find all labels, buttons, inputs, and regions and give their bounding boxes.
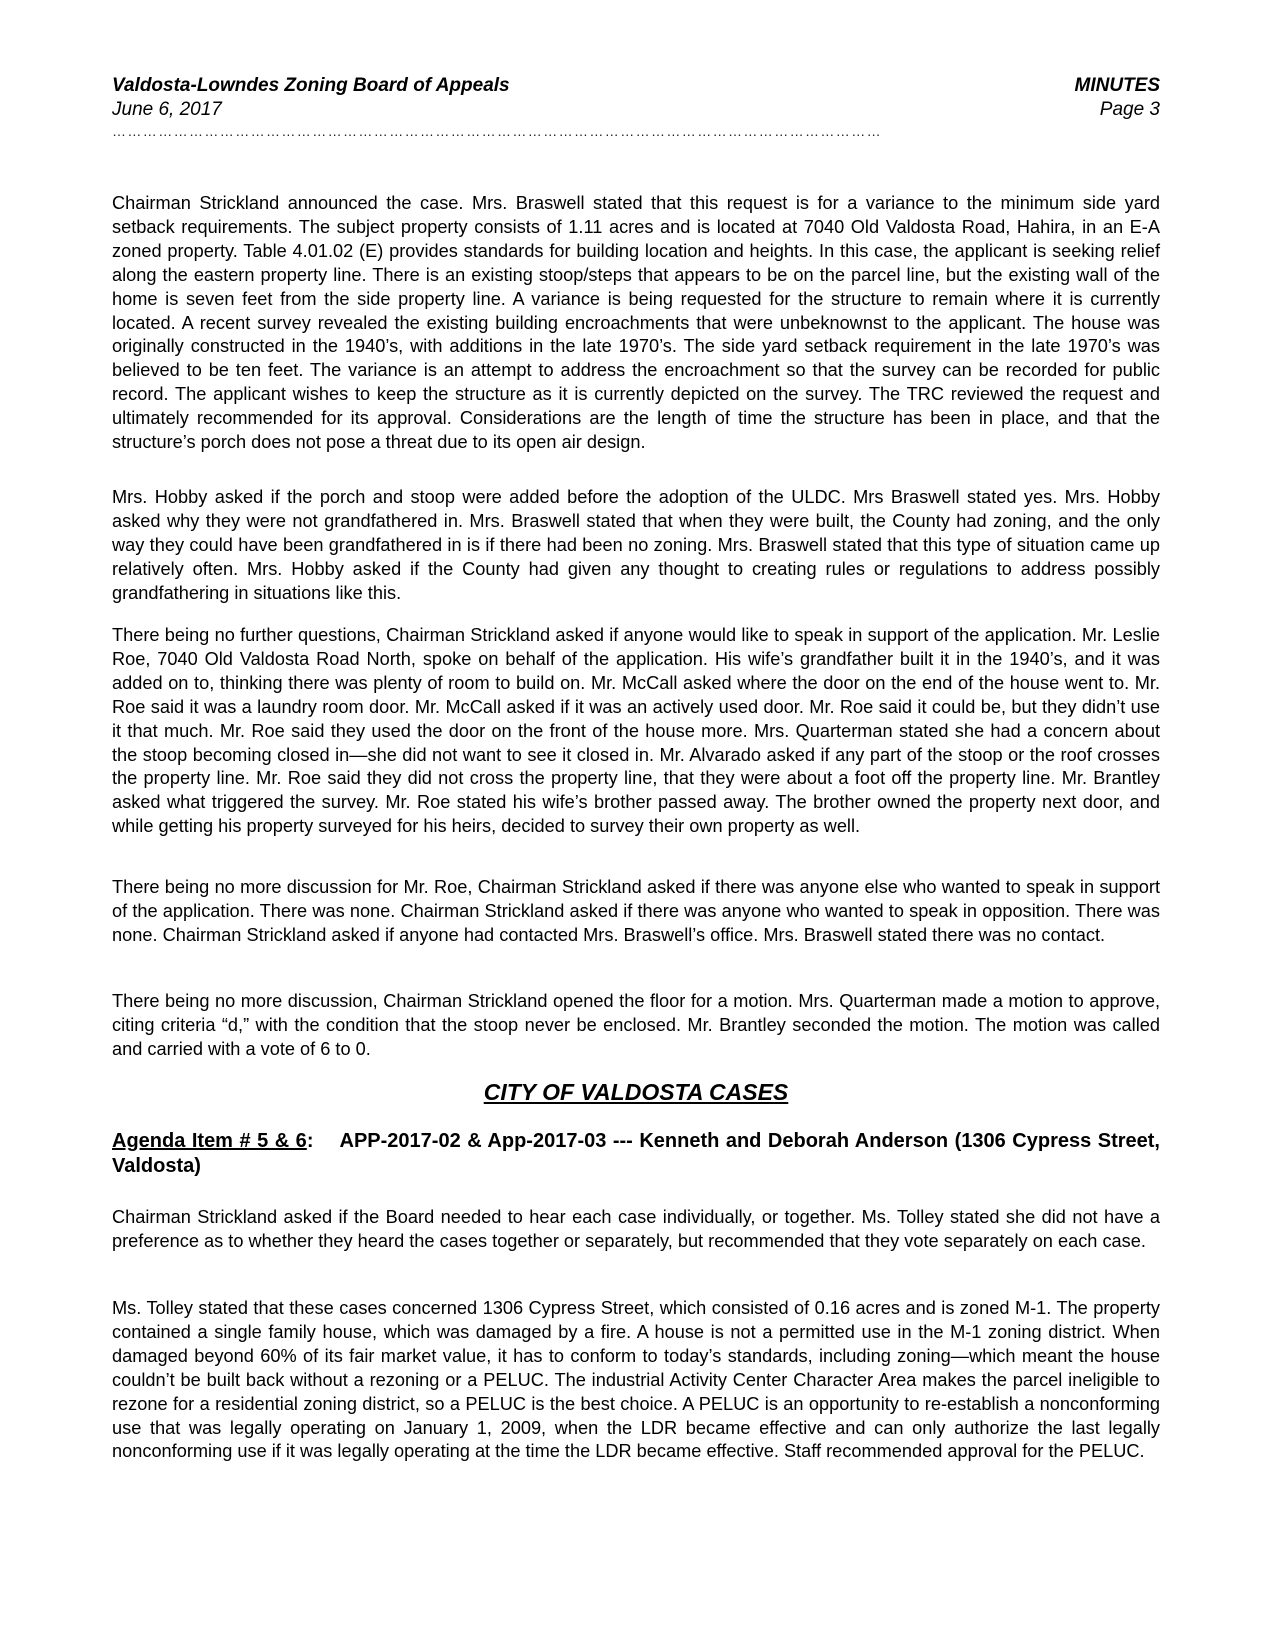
header-date: June 6, 2017 bbox=[112, 99, 222, 120]
paragraph-hobby-questions: Mrs. Hobby asked if the porch and stoop were added before the adoption of the ULDC. Mrs Braswell stated yes. Mrs. Hobby asked why they were not grandfathered in. Mrs. Braswell stated that when they were built, the County had zoning, and the only way they could have been grandfathered in is if there had been no zoning. Mrs. Braswell stated that this type of situation came up relatively often. Mrs. Hobby asked if the County had given any thought to creating rules or regulations to address possibly grandfathering in situations like this. bbox=[112, 487, 1160, 603]
agenda-item-heading bbox=[112, 1129, 1160, 1179]
paragraph-tolley-statement: Ms. Tolley stated that these cases concerned 1306 Cypress Street, which consisted of 0.16 acres and is zoned M-1. The property contained a single family house, which was damaged by a fire. A house is not a permitted use in the M-1 zoning district. When damaged beyond 60% of its fair market value, it has to conform to today’s standards, including zoning—which meant the house couldn’t be built back without a rezoning or a PELUC. The industrial Activity Center Character Area makes the parcel ineligible to rezone for a residential zoning district, so a PELUC is the best choice. A PELUC is an opportunity to re-establish a nonconforming use that was legally operating on January 1, 2009, when the LDR became effective and can only authorize the last legally nonconforming use if it was legally operating at the time the LDR became effective. Staff recommended approval for the PELUC. bbox=[112, 1298, 1160, 1462]
header-row-1 bbox=[112, 74, 1160, 98]
header-org: Valdosta-Lowndes Zoning Board of Appeals bbox=[112, 75, 510, 96]
paragraph-case-summary: Chairman Strickland announced the case. Mrs. Braswell stated that this request is for a variance to the minimum side yard setback requirements. The subject property consists of 1.11 acres and is located at 7040 Old Valdosta Road, Hahira, in an E-A zoned property. Table 4.01.02 (E) provides standards for building location and heights. In this case, the applicant is seeking relief along the eastern property line. There is an existing stoop/steps that appears to be on the parcel line, but the existing wall of the home is seven feet from the side property line. A variance is being requested for the structure to remain where it is currently located. A recent survey revealed the existing building encroachments that were unbeknownst to the applicant. The house was originally constructed in the 1940’s, with additions in the late 1970’s. The side yard setback requirement in the late 1970’s was believed to be ten feet. The variance is an attempt to address the encroachment so that the survey can be recorded for public record. The applicant wishes to keep the structure as it is currently depicted on the survey. The TRC reviewed the request and ultimately recommended for its approval. Considerations are the length of time the structure has been in place, and that the structure’s porch does not pose a threat due to its open air design. bbox=[112, 193, 1160, 453]
paragraph-motion: There being no more discussion, Chairman Strickland opened the floor for a motion. Mrs. Quarterman made a motion to approve, citing criteria “d,” with the condition that the stoop never be enclosed. Mr. Brantley seconded the motion. The motion was called and carried with a vote of 6 to 0. bbox=[112, 991, 1160, 1059]
header-page-number: Page 3 bbox=[1099, 99, 1160, 120]
paragraph-opposition: There being no more discussion for Mr. Roe, Chairman Strickland asked if there was anyone else who wanted to speak in support of the application. There was none. Chairman Strickland asked if there was anyone who wanted to speak in opposition. There was none. Chairman Strickland asked if anyone had contacted Mrs. Braswell’s office. Mrs. Braswell stated there was no contact. bbox=[112, 877, 1160, 945]
paragraph-support-discussion: There being no further questions, Chairman Strickland asked if anyone would like to speak in support of the application. Mr. Leslie Roe, 7040 Old Valdosta Road North, spoke on behalf of the application. His wife’s grandfather built it in the 1940’s, and it was added on to, thinking there was plenty of room to build on. Mr. McCall asked where the door on the end of the house went to. Mr. Roe said it was a laundry room door. Mr. McCall asked if it was an actively used door. Mr. Roe said it could be, but they didn’t use it that much. Mr. Roe said they used the door on the front of the house more. Mrs. Quarterman stated she had a concern about the stoop becoming closed in—she did not want to see it closed in. Mr. Alvarado asked if any part of the stoop or the roof crosses the property line. Mr. Roe said they did not cross the property line, that they were about a foot off the property line. Mr. Brantley asked what triggered the survey. Mr. Roe stated his wife’s brother passed away. The brother owned the property next door, and while getting his property surveyed for his heirs, decided to survey their own property as well. bbox=[112, 625, 1160, 837]
paragraph-board-hearing: Chairman Strickland asked if the Board needed to hear each case individually, or together. Ms. Tolley stated she did not have a preference as to whether they heard the cases together or separately, but recommended that they vote separately on each case. bbox=[112, 1207, 1160, 1251]
agenda-item-label: Agenda Item # 5 & 6 bbox=[112, 1130, 307, 1152]
section-title: CITY OF VALDOSTA CASES bbox=[483, 1079, 789, 1105]
header-divider: …………………………………………………………………………………………………………………………………… bbox=[112, 124, 882, 138]
header-row-2 bbox=[112, 98, 1160, 122]
document-page bbox=[112, 74, 1160, 1462]
agenda-item-colon: : bbox=[306, 1130, 314, 1152]
agenda-item-title: APP-2017-02 & App-2017-03 --- Kenneth and Deborah Anderson (1306 Cypress Street, Valdosta) bbox=[112, 1130, 1160, 1177]
header-doc-type: MINUTES bbox=[1074, 75, 1160, 96]
